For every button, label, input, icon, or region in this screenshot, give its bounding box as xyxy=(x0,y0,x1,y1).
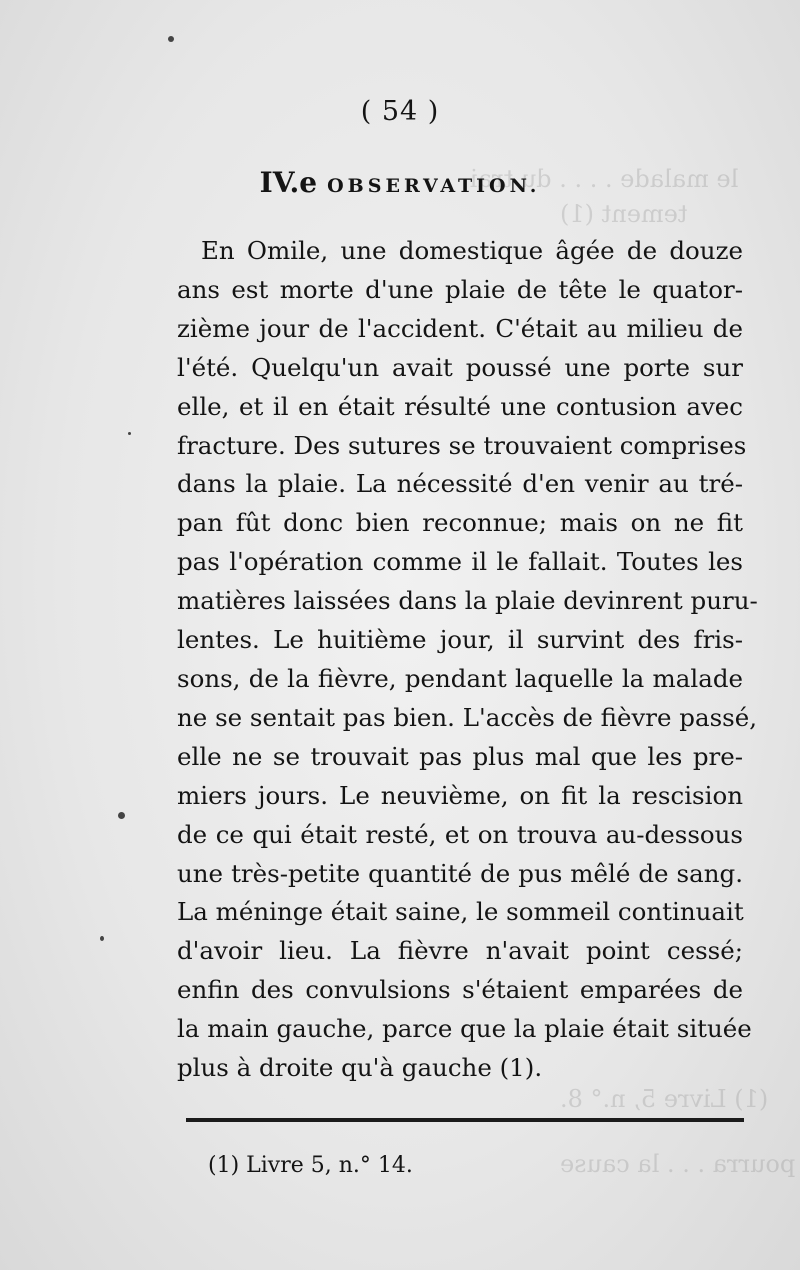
heading-title: OBSERVATION. xyxy=(327,175,541,197)
text-line: d'avoir lieu. La fièvre n'avait point cessé; xyxy=(177,936,743,966)
paper-speck xyxy=(100,936,104,941)
text-line: zième jour de l'accident. C'était au milieu de xyxy=(177,313,743,343)
text-line: de ce qui était resté, et on trouva au-dessous xyxy=(177,819,743,849)
show-through-text: (1) Livre 5, n.° 8. xyxy=(560,1085,769,1113)
show-through-text: tement (1) xyxy=(560,200,688,228)
show-through-text: pourra . . . la cause xyxy=(560,1150,796,1178)
text-line: La méninge était saine, le sommeil continuait xyxy=(177,897,744,927)
text-line: pan fût donc bien reconnue; mais on ne fit xyxy=(177,508,743,538)
text-line: une très-petite quantité de pus mêlé de sang. xyxy=(177,858,743,888)
text-line: fracture. Des sutures se trouvaient comprises xyxy=(177,430,747,460)
footnote-rule xyxy=(186,1118,744,1122)
text-line: En Omile, une domestique âgée de douze xyxy=(201,236,743,265)
section-heading xyxy=(0,166,800,199)
text-line: sons, de la fièvre, pendant laquelle la malade xyxy=(177,663,743,693)
body-paragraph xyxy=(177,232,758,1088)
text-line: elle, et il en était résulté une contusion avec xyxy=(177,391,743,421)
text-line: ans est morte d'une plaie de tête le quator- xyxy=(177,274,743,304)
heading-numeral: IV.e xyxy=(259,166,318,199)
paper-speck xyxy=(168,36,174,42)
page-number: ( 54 ) xyxy=(360,96,440,127)
paper-speck xyxy=(128,432,131,435)
text-line: plus à droite qu'à gauche (1). xyxy=(177,1053,543,1083)
text-line: ne se sentait pas bien. L'accès de fièvre passé, xyxy=(177,702,758,732)
show-through-text: le malade . . . . du trai xyxy=(470,165,739,193)
paper-speck xyxy=(118,812,125,819)
text-line: dans la plaie. La nécessité d'en venir au tré- xyxy=(177,469,743,499)
text-line: elle ne se trouvait pas plus mal que les pre- xyxy=(177,741,743,771)
text-line: l'été. Quelqu'un avait poussé une porte sur xyxy=(177,352,743,382)
text-line: lentes. Le huitième jour, il survint des fris- xyxy=(177,625,743,655)
text-line: enfin des convulsions s'étaient emparées de xyxy=(177,975,743,1005)
text-line: pas l'opération comme il le fallait. Toutes les xyxy=(177,547,743,577)
text-line: la main gauche, parce que la plaie était située xyxy=(177,1014,752,1044)
text-line: matières laissées dans la plaie devinrent puru- xyxy=(177,586,758,616)
text-line: miers jours. Le neuvième, on fit la rescision xyxy=(177,780,743,810)
footnote: (1) Livre 5, n.° 14. xyxy=(208,1153,413,1178)
